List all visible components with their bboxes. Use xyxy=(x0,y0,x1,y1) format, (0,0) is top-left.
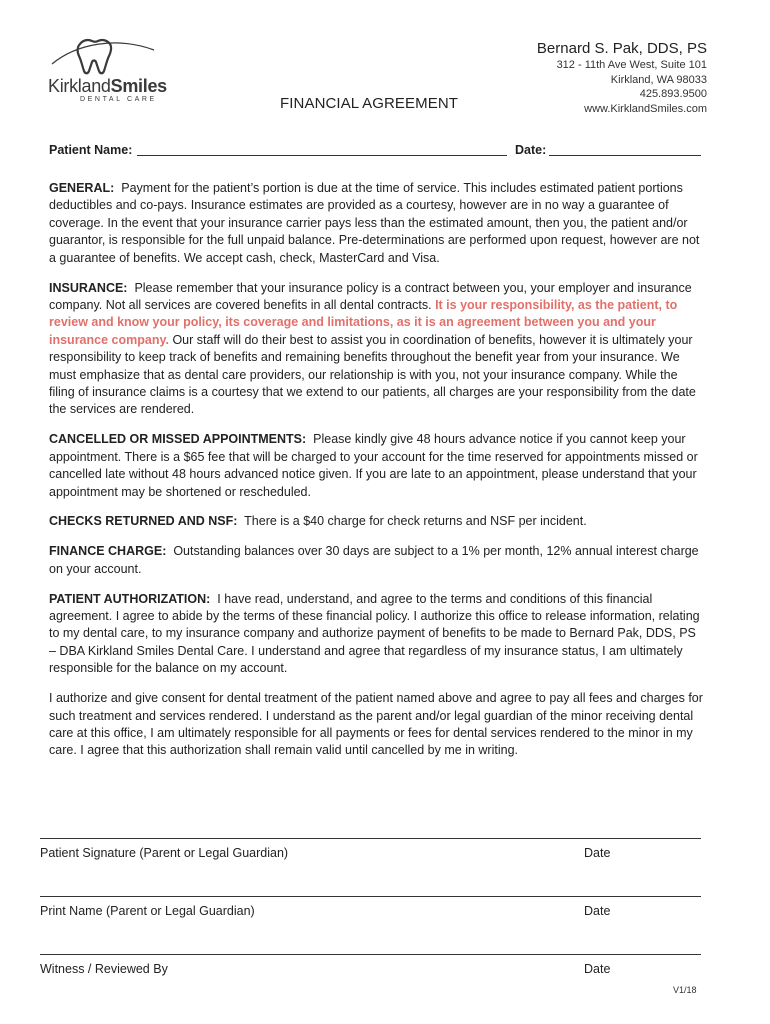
practice-phone: 425.893.9500 xyxy=(639,88,707,100)
cancelled-text: Please kindly give 48 hours advance notice if you cannot keep your appointment. There is a $65 fee that will be charged to your account for the time reserved for appointments missed or cancelled late without 48 hours advanced notice given. If you are late to an appointment, please understand that your appointment may be shortened or rescheduled. xyxy=(49,432,698,499)
version-label: V1/18 xyxy=(673,985,697,995)
checks-text: There is a $40 charge for check returns and NSF per incident. xyxy=(244,514,587,529)
cancelled-heading: CANCELLED OR MISSED APPOINTMENTS: xyxy=(49,432,307,447)
authorization-section xyxy=(49,591,705,678)
tooth-logo-icon xyxy=(46,38,171,78)
patient-name-field[interactable] xyxy=(137,155,507,156)
date-field[interactable] xyxy=(549,155,701,156)
insurance-text-after: Our staff will do their best to assist you in coordination of benefits, however it is ultimately your responsibility to keep track of benefits and remaining benefits throughout the benefit year from your insurance. We must emphasize that as dental care providers, our relationship is with you, not your insurance company. While the filing of insurance claims is a courtesy that we extend to our patients, all charges are your responsibility from the date the services are rendered. xyxy=(49,332,696,417)
agreement-body xyxy=(49,180,705,772)
patient-info-row xyxy=(49,141,701,159)
logo-subtext: DENTAL CARE xyxy=(80,96,157,103)
print-name-line[interactable] xyxy=(40,896,701,918)
consent-text: I authorize and give consent for dental treatment of the patient named above and agree to pay all fees and charges for such treatment and services rendered. I understand as the parent and/or legal guardian of the minor receiving dental care at this office, I am ultimately responsible for all payments or fees for dental services rendered to the minor in my care. I agree that this authorization shall remain valid until cancelled by me in writing. xyxy=(49,691,703,758)
witness-label: Witness / Reviewed By xyxy=(40,962,168,976)
signature-date-label: Date xyxy=(584,846,611,860)
insurance-section xyxy=(49,280,705,419)
witness-date-label: Date xyxy=(584,962,611,976)
print-name-label: Print Name (Parent or Legal Guardian) xyxy=(40,904,255,918)
print-name-date-label: Date xyxy=(584,904,611,918)
finance-heading: FINANCE CHARGE: xyxy=(49,544,167,559)
page-title: FINANCIAL AGREEMENT xyxy=(280,95,459,112)
patient-signature-line[interactable] xyxy=(40,838,701,860)
practice-address-line2: Kirkland, WA 98033 xyxy=(610,73,707,86)
date-label: Date: xyxy=(515,143,547,157)
patient-name-label: Patient Name: xyxy=(49,143,133,157)
logo-wordmark: KirklandSmiles xyxy=(48,76,167,96)
cancelled-section xyxy=(49,431,705,501)
signature-label: Patient Signature (Parent or Legal Guardian) xyxy=(40,846,289,860)
authorization-heading: PATIENT AUTHORIZATION: xyxy=(49,591,211,606)
practice-website: www.KirklandSmiles.com xyxy=(584,102,707,115)
practice-logo xyxy=(46,38,171,104)
insurance-heading: INSURANCE: xyxy=(49,280,128,295)
consent-section xyxy=(49,690,705,760)
checks-heading: CHECKS RETURNED AND NSF: xyxy=(49,514,238,529)
insurance-text-before: Please remember that your insurance policy is a contract between you, your employer and insurance company. Not all services are covered benefits in all dental contracts. xyxy=(49,280,692,312)
practice-info xyxy=(537,39,707,116)
checks-section xyxy=(49,513,705,530)
general-heading: GENERAL: xyxy=(49,181,115,195)
insurance-emphasis: It is your responsibility, as the patient, to review and know your policy, its coverage and limitations, as it is an agreement between you and your insurance company. xyxy=(49,297,678,347)
general-section xyxy=(49,180,705,267)
practice-name: Bernard S. Pak, DDS, PS xyxy=(536,40,707,57)
general-text: Payment for the patient’s portion is due at the time of service. This includes estimated patient portions deductibles and co-pays. Insurance estimates are provided as a courtesy, however are in no way a guarantee of coverage. In the event that your insurance carrier pays less than the estimated amount, then you, the patient and/or guarantor, is responsible for the full unpaid balance. Pre-determinations are performed upon request, however are not a guarantee of benefits. We accept cash, check, MasterCard and Visa. xyxy=(49,181,700,265)
finance-section xyxy=(49,543,705,578)
finance-text: Outstanding balances over 30 days are subject to a 1% per month, 12% annual interest charge on your account. xyxy=(49,544,699,576)
authorization-text: I have read, understand, and agree to the terms and conditions of this financial agreement. I agree to abide by the terms of these financial policy. I authorize this office to release information, relating to my dental care, to my insurance company and authorize payment of benefits to be made to Bernard Pak, DDS, PS – DBA Kirkland Smiles Dental Care. I understand and agree that regardless of my insurance status, I am ultimately responsible for the balance on my account. xyxy=(49,591,700,676)
witness-line[interactable] xyxy=(40,954,701,976)
practice-address-line1: 312 - 11th Ave West, Suite 101 xyxy=(556,59,707,71)
